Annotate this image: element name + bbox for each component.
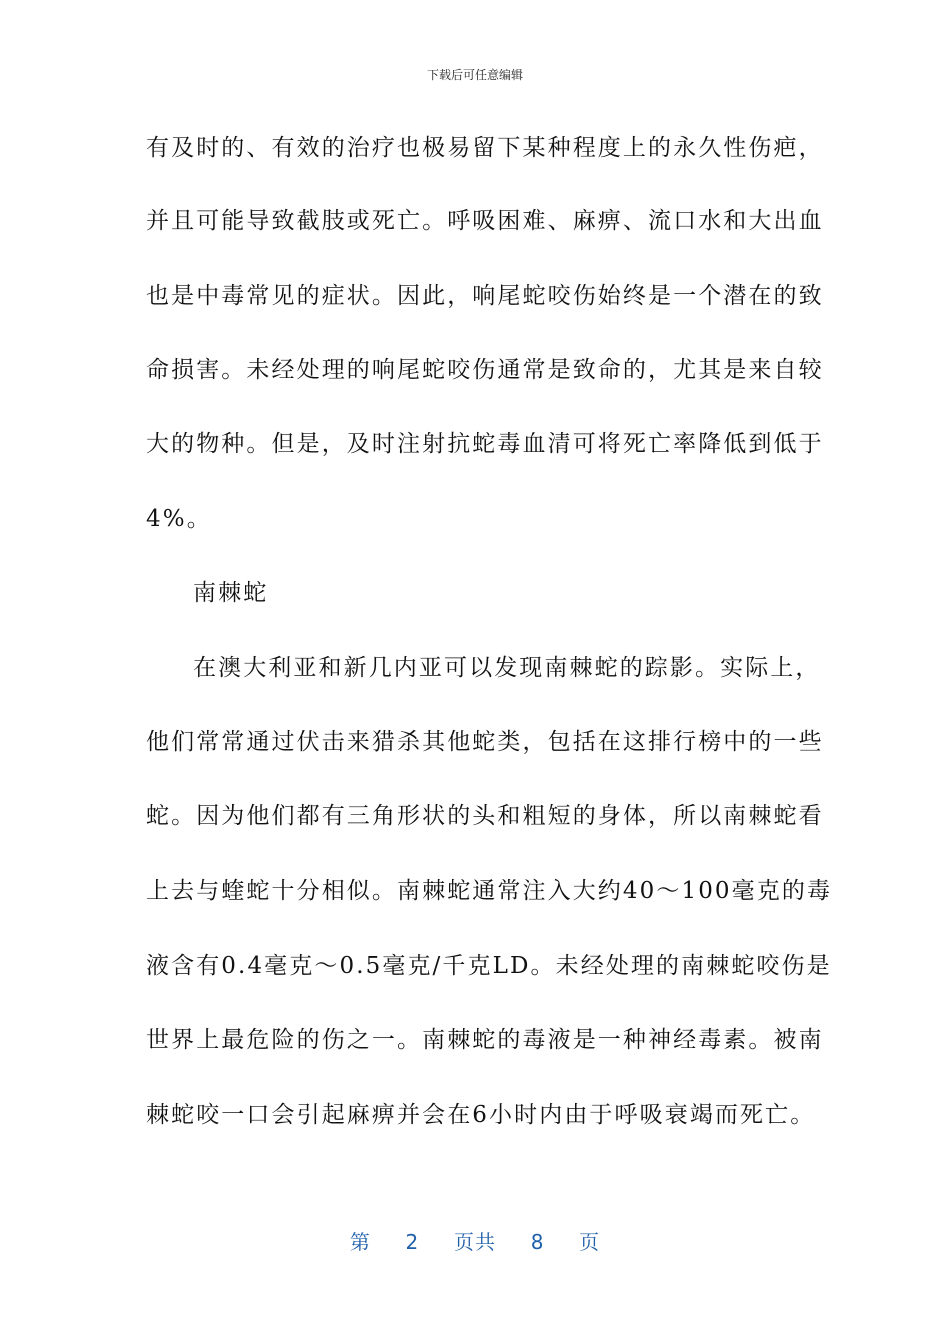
body-line: 棘蛇咬一口会引起麻痹并会在6小时内由于呼吸衰竭而死亡。 bbox=[146, 1102, 816, 1128]
body-line: 大的物种。但是，及时注射抗蛇毒血清可将死亡率降低到低于 bbox=[146, 431, 824, 457]
header-note: 下载后可任意编辑 bbox=[426, 68, 523, 82]
footer-prefix: 第 bbox=[349, 1230, 371, 1254]
body-line: 上去与蝰蛇十分相似。南棘蛇通常注入大约40～100毫克的毒 bbox=[146, 878, 833, 904]
body-line: 也是中毒常见的症状。因此，响尾蛇咬伤始终是一个潜在的致 bbox=[146, 283, 824, 309]
body-line: 液含有0.4毫克～0.5毫克/千克LD。未经处理的南棘蛇咬伤是 bbox=[146, 953, 832, 979]
body-line: 他们常常通过伏击来猎杀其他蛇类，包括在这排行榜中的一些 bbox=[146, 729, 824, 755]
footer-suffix: 页 bbox=[579, 1230, 601, 1254]
body-line: 命损害。未经处理的响尾蛇咬伤通常是致命的，尤其是来自较 bbox=[146, 357, 824, 383]
page-footer bbox=[0, 1226, 950, 1255]
body-line: 并且可能导致截肢或死亡。呼吸困难、麻痹、流口水和大出血 bbox=[146, 208, 824, 234]
body-line: 有及时的、有效的治疗也极易留下某种程度上的永久性伤疤， bbox=[146, 135, 824, 161]
footer-total-pages: 8 bbox=[530, 1230, 545, 1254]
body-line: 蛇。因为他们都有三角形状的头和粗短的身体，所以南棘蛇看 bbox=[146, 803, 824, 829]
footer-middle: 页共 bbox=[454, 1230, 496, 1254]
body-line: 世界上最危险的伤之一。南棘蛇的毒液是一种神经毒素。被南 bbox=[146, 1027, 824, 1053]
section-heading: 南棘蛇 bbox=[193, 580, 269, 606]
body-line: 4%。 bbox=[146, 506, 212, 532]
body-line: 在澳大利亚和新几内亚可以发现南棘蛇的踪影。实际上， bbox=[193, 655, 821, 681]
footer-current-page: 2 bbox=[405, 1230, 420, 1254]
